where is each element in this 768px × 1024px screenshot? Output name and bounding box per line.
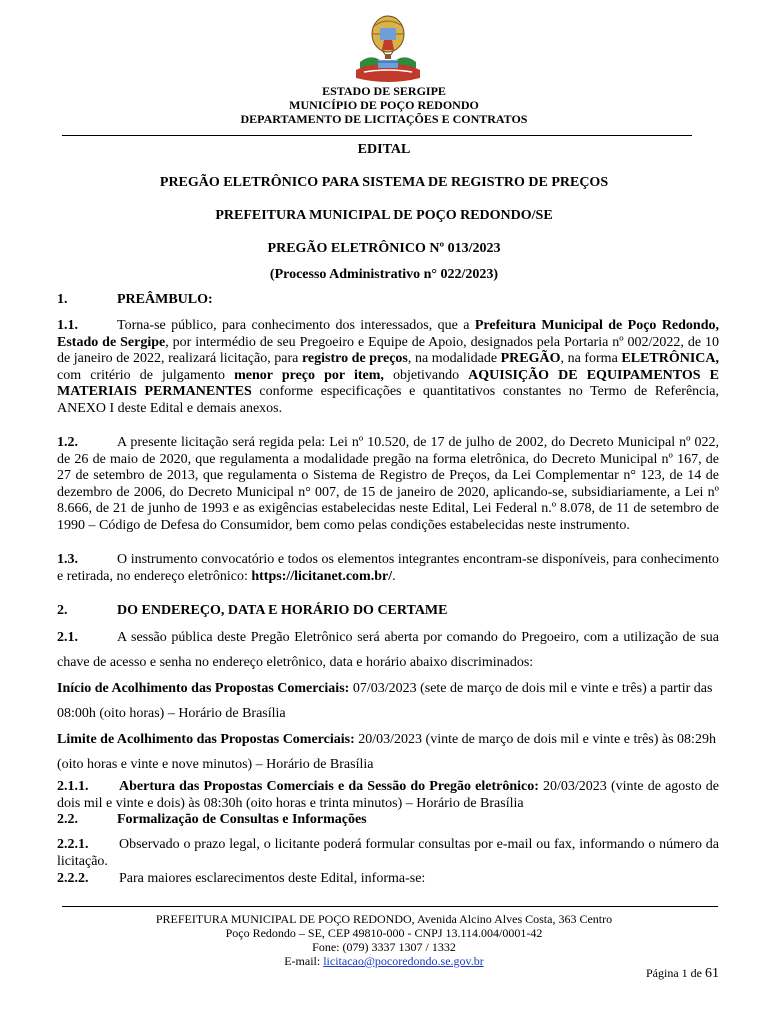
text: , na forma	[560, 351, 622, 367]
text: A sessão pública deste Pregão Eletrônico será aberta por comando do Pregoeiro, com a utilização de sua chave de acesso e senha no endereço eletrônico, data e horário abaixo discriminados:	[57, 630, 719, 670]
bold-text: Abertura das Propostas Comerciais e da Sessão do Pregão eletrônico:	[119, 779, 539, 794]
title-edital: EDITAL	[357, 142, 411, 157]
section-title: DO ENDEREÇO, DATA E HORÁRIO DO CERTAME	[117, 603, 448, 618]
text: Para maiores esclarecimentos deste Edital, informa-se:	[119, 871, 426, 886]
header-divider	[62, 135, 692, 136]
page-total: 61	[705, 966, 719, 981]
municipal-crest-logo	[350, 12, 426, 86]
bold-text: Início de Acolhimento das Propostas Comerciais:	[57, 681, 350, 696]
bold-text: registro de preços	[301, 351, 408, 367]
limite-acolhimento	[57, 727, 719, 777]
paragraph-2-1-1	[57, 779, 719, 812]
bold-text: menor preço por item,	[234, 367, 384, 383]
text: Torna-se público, para conhecimento dos interessados, que a	[117, 318, 475, 333]
paragraph-2-1	[57, 625, 719, 675]
email-link[interactable]: licitacao@pocoredondo.se.gov.br	[323, 954, 484, 968]
paragraph-2-2	[57, 812, 719, 829]
page-label: Página 1 de	[646, 966, 705, 980]
clause-number: 1.2.	[57, 435, 78, 450]
section-1-heading	[57, 292, 719, 309]
text: , na modalidade	[407, 351, 501, 367]
text: 20/03/2023 (vinte de março de dois mil e vinte e três) às 08:29h (oito horas e vinte e nove minutos) – Horário de Brasília	[57, 732, 716, 772]
text: 20/03/2023 (vinte de agosto de dois mil e vinte e dois) às 08:30h (oito horas e trinta minutos) – Horário de Brasília	[57, 779, 720, 811]
header-department: DEPARTAMENTO DE LICITAÇÕES E CONTRATOS	[240, 112, 528, 126]
bold-text: Limite de Acolhimento das Propostas Comerciais:	[57, 732, 355, 747]
bold-text: AQUISIÇÃO DE EQUIPAMENTOS E MATERIAIS PERMANENTES	[57, 367, 719, 400]
section-title: PREÂMBULO:	[117, 292, 213, 307]
text: O instrumento convocatório e todos os elementos integrantes encontram-se disponíveis, para conhecimento e retirada, no endereço eletrônico:	[57, 552, 719, 584]
clause-number: 2.2.	[57, 812, 78, 827]
header-state: ESTADO DE SERGIPE	[322, 84, 446, 98]
footer-phone: Fone: (079) 3337 1307 / 1332	[312, 940, 456, 954]
document-header	[0, 84, 768, 126]
bold-text: Prefeitura Municipal de Poço Redondo, Estado de Sergipe	[57, 318, 720, 350]
document-footer	[0, 912, 768, 968]
subsection-title: Formalização de Consultas e Informações	[117, 812, 367, 827]
clause-number: 2.2.2.	[57, 871, 89, 886]
text: conforme especificações e quantitativos constantes no Termo de Referência, ANEXO I deste Edital e demais anexos.	[57, 384, 719, 416]
bold-text: ELETRÔNICA,	[621, 351, 719, 367]
text: .	[392, 568, 396, 584]
header-municipality: MUNICÍPIO DE POÇO REDONDO	[289, 98, 479, 112]
title-prefeitura: PREFEITURA MUNICIPAL DE POÇO REDONDO/SE	[215, 208, 553, 223]
section-number: 2.	[57, 603, 68, 618]
clause-number: 2.1.1.	[57, 779, 89, 794]
footer-cep-cnpj: Poço Redondo – SE, CEP 49810-000 - CNPJ 13.114.004/0001-42	[225, 926, 543, 940]
footer-divider	[62, 906, 718, 907]
bold-text: PREGÃO	[500, 351, 561, 367]
text: com critério de julgamento	[57, 367, 235, 383]
text: , por intermédio de seu Pregoeiro e Equipe de Apoio, designados pela Portaria nº 002/2022, de 10 de janeiro de 2022, realizará licitação, para	[57, 334, 720, 367]
page-number	[646, 966, 719, 982]
paragraph-2-2-2	[57, 871, 719, 888]
title-pregao-number: PREGÃO ELETRÔNICO Nº 013/2023	[267, 241, 501, 256]
clause-number: 2.1.	[57, 630, 78, 645]
text: objetivando	[383, 367, 469, 383]
section-2-heading	[57, 603, 719, 620]
title-pregao-srp: PREGÃO ELETRÔNICO PARA SISTEMA DE REGISTRO DE PREÇOS	[159, 175, 609, 190]
url-text: https://licitanet.com.br/	[251, 568, 393, 584]
clause-number: 1.1.	[57, 318, 78, 333]
text: Observado o prazo legal, o licitante poderá formular consultas por e-mail ou fax, informando o número da licitação.	[57, 837, 719, 869]
paragraph-2-2-1	[57, 837, 719, 870]
email-label: E-mail:	[284, 954, 324, 968]
footer-address: PREFEITURA MUNICIPAL DE POÇO REDONDO, Avenida Alcino Alves Costa, 363 Centro	[155, 912, 613, 926]
title-processo: (Processo Administrativo n° 022/2023)	[269, 267, 499, 282]
clause-number: 2.2.1.	[57, 837, 89, 852]
text: A presente licitação será regida pela: Lei nº 10.520, de 17 de julho de 2002, do Decreto Municipal nº 022, de 26 de maio de 2020, que regulamenta a modalidade pregão na forma eletrônica, do Decreto Municipal nº 167, de 27 de setembro de 2013, que regulamenta o Sistema de Registro de Preços, da Lei Complementar n° 123, de 14 de dezembro de 2006, do Decreto Municipal n° 007, de 15 de janeiro de 2020, aplicando-se, subsidiariamente, a Lei nº 8.666, de 21 de junho de 1993 e as exigências estabelecidas neste Edital, Lei Federal n.º 8.078, de 11 de setembro de 1990 – Código de Defesa do Consumidor, bem como pelas condições estabelecidas neste instrumento.	[57, 435, 719, 533]
paragraph-1-1	[57, 318, 719, 418]
paragraph-1-3	[57, 552, 719, 585]
paragraph-1-2	[57, 435, 719, 535]
text: 07/03/2023 (sete de março de dois mil e vinte e três) a partir das 08:00h (oito horas) – Horário de Brasília	[57, 681, 713, 721]
section-number: 1.	[57, 292, 68, 307]
clause-number: 1.3.	[57, 552, 78, 567]
inicio-acolhimento	[57, 676, 719, 726]
